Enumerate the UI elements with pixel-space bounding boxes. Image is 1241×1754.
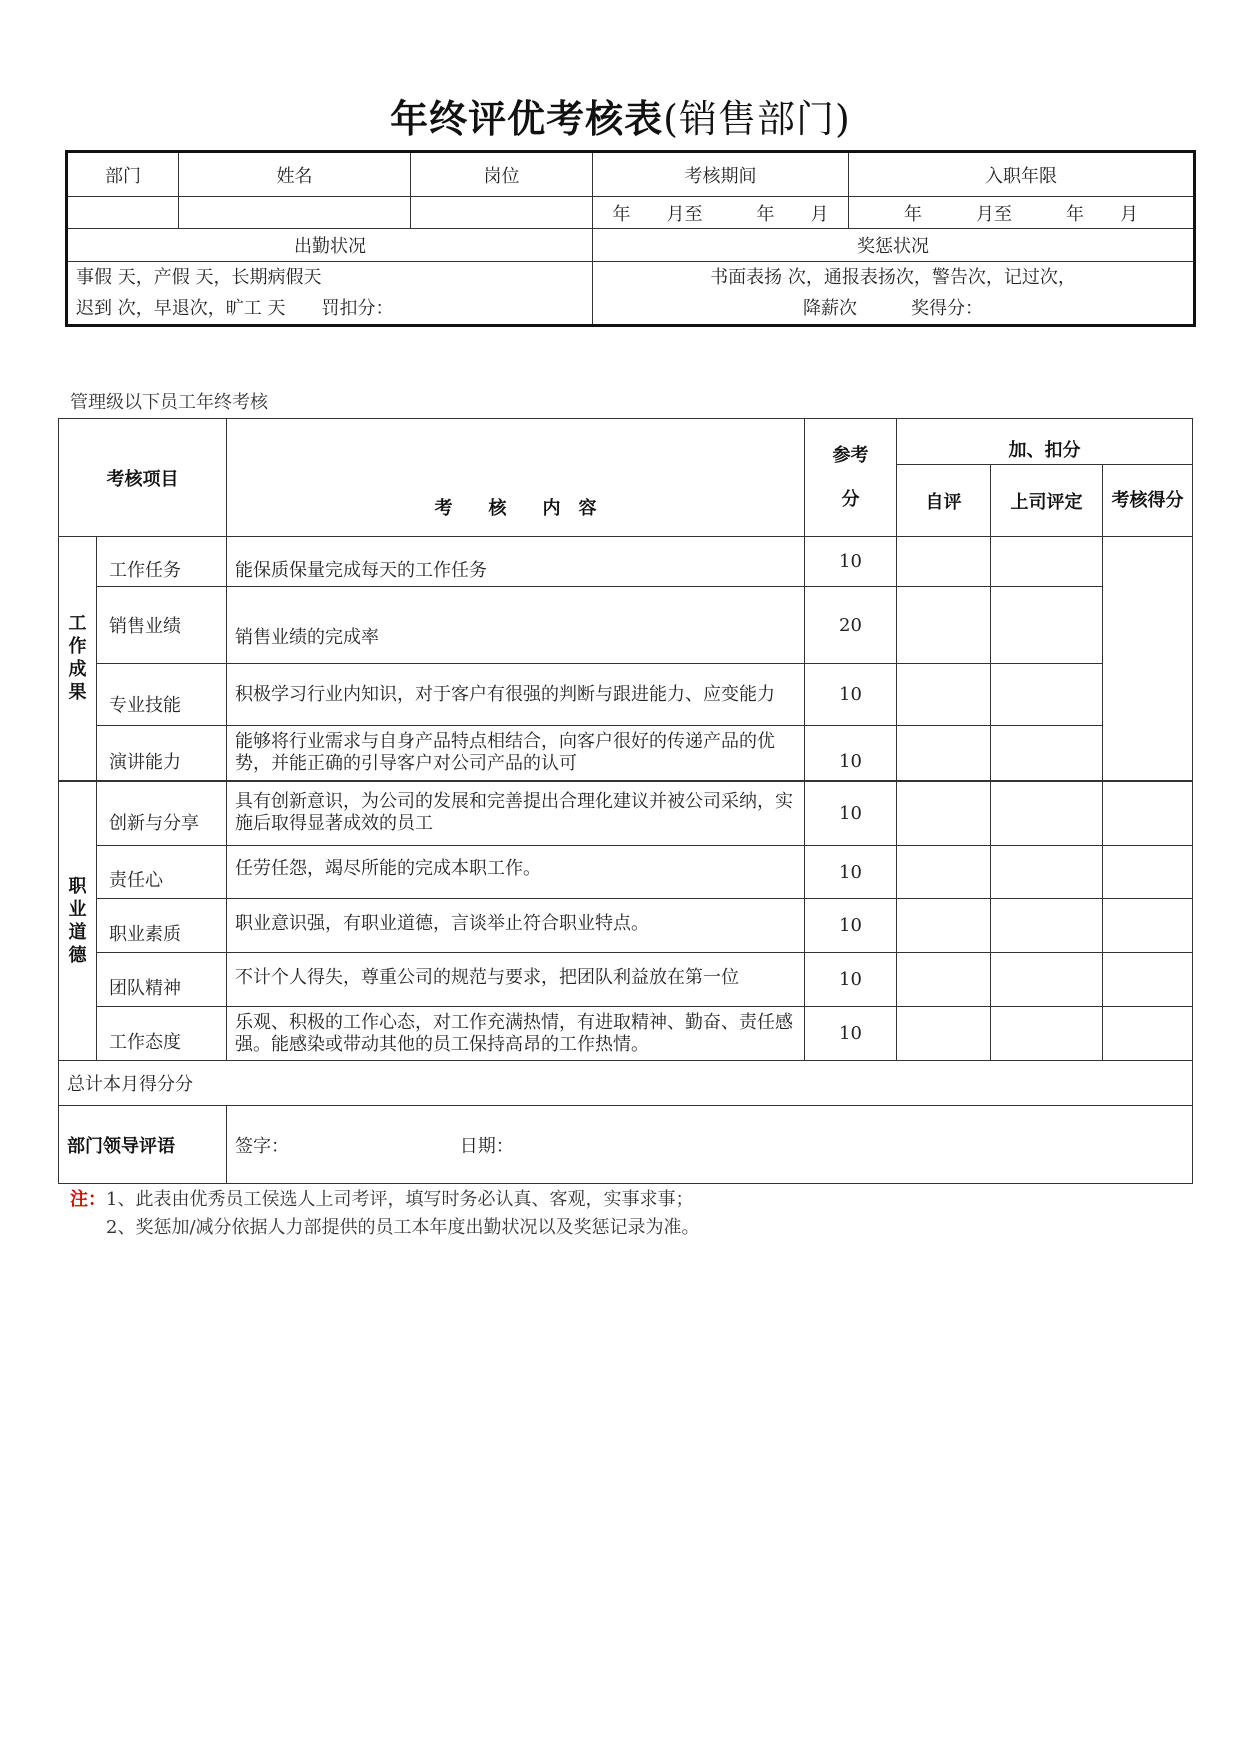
item-content: 具有创新意识，为公司的发展和完善提出合理化建议并被公司采纳，实施后取得显著成效的员工: [227, 781, 805, 846]
item-score: 20: [805, 587, 897, 664]
final-score-cell[interactable]: [1103, 899, 1193, 953]
item-name: 团队精神: [97, 953, 227, 1007]
item-content: 能保质保量完成每天的工作任务: [227, 537, 805, 587]
name-field[interactable]: [179, 197, 411, 229]
table-row: [59, 664, 1193, 726]
supervisor-score-cell[interactable]: [991, 537, 1103, 587]
rewards-line-1: 书面表扬 次，通报表扬次，警告次，记过次，: [710, 267, 1076, 288]
section-label: 管理级以下员工年终考核: [70, 392, 268, 413]
item-score: 10: [805, 537, 897, 587]
leader-comment-label: 部门领导评语: [59, 1106, 227, 1184]
employee-info-table: [65, 150, 1196, 327]
final-score-cell[interactable]: [1103, 1007, 1193, 1061]
table-row: [59, 899, 1193, 953]
item-name: 职业素质: [97, 899, 227, 953]
item-content: 积极学习行业内知识，对于客户有很强的判断与跟进能力、应变能力: [227, 664, 805, 726]
item-score: 10: [805, 953, 897, 1007]
item-name: 创新与分享: [97, 781, 227, 846]
rewards-line-2: 降薪次 奖得分：: [803, 298, 983, 319]
supervisor-score-cell[interactable]: [991, 781, 1103, 846]
tenure-field[interactable]: 年 月至 年 月: [849, 197, 1195, 229]
attendance-line-2: 迟到 次，早退次，旷工 天 罚扣分：: [76, 298, 394, 319]
self-score-cell[interactable]: [897, 587, 991, 664]
table-row: [59, 537, 1193, 587]
leader-comment-field[interactable]: [227, 1106, 1193, 1184]
self-score-cell[interactable]: [897, 846, 991, 899]
category-work-results: 工 作 成 果: [59, 537, 97, 781]
date-label: 日期：: [459, 1135, 514, 1157]
self-score-cell[interactable]: [897, 899, 991, 953]
table-row: [59, 587, 1193, 664]
header-tenure: 入职年限: [849, 152, 1195, 197]
supervisor-score-cell[interactable]: [991, 726, 1103, 781]
rewards-details[interactable]: [593, 262, 1195, 326]
item-content: 能够将行业需求与自身产品特点相结合，向客户很好的传递产品的优势，并能正确的引导客户对公司产品的认可: [227, 726, 805, 781]
table-row: [59, 781, 1193, 846]
head-content: 考 核 内 容: [227, 419, 805, 537]
final-score-cell-group-1[interactable]: [1103, 537, 1193, 781]
attendance-title: 出勤状况: [67, 229, 593, 262]
self-score-cell[interactable]: [897, 726, 991, 781]
table-row: [59, 1007, 1193, 1061]
self-score-cell[interactable]: [897, 1007, 991, 1061]
sign-label: 签字：: [235, 1135, 289, 1157]
self-score-cell[interactable]: [897, 781, 991, 846]
header-department: 部门: [67, 152, 179, 197]
header-name: 姓名: [179, 152, 411, 197]
supervisor-score-cell[interactable]: [991, 664, 1103, 726]
head-final: 考核得分: [1103, 465, 1193, 537]
footnotes: [70, 1186, 700, 1242]
item-score: 10: [805, 726, 897, 781]
period-field[interactable]: 年 月至 年 月: [593, 197, 849, 229]
self-score-cell[interactable]: [897, 953, 991, 1007]
note-line-2: 2、奖惩加/减分依据人力部提供的员工本年度出勤状况以及奖惩记录为准。: [106, 1217, 700, 1238]
final-score-cell[interactable]: [1103, 953, 1193, 1007]
item-content: 任劳任怨，竭尽所能的完成本职工作。: [227, 846, 805, 899]
rewards-title: 奖惩状况: [593, 229, 1195, 262]
self-score-cell[interactable]: [897, 537, 991, 587]
head-self: 自评: [897, 465, 991, 537]
note-prefix: 注：: [70, 1189, 106, 1210]
item-name: 责任心: [97, 846, 227, 899]
head-supervisor: 上司评定: [991, 465, 1103, 537]
final-score-cell[interactable]: [1103, 781, 1193, 846]
supervisor-score-cell[interactable]: [991, 846, 1103, 899]
document-title: [0, 88, 1241, 143]
head-ref-score: 参考 分: [805, 419, 897, 537]
item-score: 10: [805, 781, 897, 846]
item-name: 销售业绩: [97, 587, 227, 664]
final-score-cell[interactable]: [1103, 846, 1193, 899]
supervisor-score-cell[interactable]: [991, 587, 1103, 664]
item-content: 不计个人得失，尊重公司的规范与要求，把团队利益放在第一位: [227, 953, 805, 1007]
item-name: 工作任务: [97, 537, 227, 587]
note-line-1: 1、此表由优秀员工侯选人上司考评，填写时务必认真、客观，实事求事；: [106, 1189, 694, 1210]
item-score: 10: [805, 846, 897, 899]
item-name: 演讲能力: [97, 726, 227, 781]
item-content: 销售业绩的完成率: [227, 587, 805, 664]
self-score-cell[interactable]: [897, 664, 991, 726]
position-field[interactable]: [411, 197, 593, 229]
department-field[interactable]: [67, 197, 179, 229]
table-row: [59, 726, 1193, 781]
head-adjust: 加、扣分: [897, 419, 1193, 465]
item-score: 10: [805, 899, 897, 953]
title-sub: (销售部门): [663, 97, 851, 141]
evaluation-table: [58, 418, 1193, 1184]
header-position: 岗位: [411, 152, 593, 197]
supervisor-score-cell[interactable]: [991, 1007, 1103, 1061]
item-content: 乐观、积极的工作心态，对工作充满热情，有进取精神、勤奋、责任感强。能感染或带动其他的员工保持高昂的工作热情。: [227, 1007, 805, 1061]
header-period: 考核期间: [593, 152, 849, 197]
title-main: 年终评优考核表: [390, 97, 664, 141]
category-professional-ethics: 职 业 道 德: [59, 781, 97, 1061]
item-name: 专业技能: [97, 664, 227, 726]
total-score-row[interactable]: 总计本月得分分: [59, 1061, 1193, 1106]
head-item: 考核项目: [59, 419, 227, 537]
table-row: [59, 953, 1193, 1007]
item-score: 10: [805, 664, 897, 726]
attendance-details[interactable]: [67, 262, 593, 326]
table-row: [59, 846, 1193, 899]
attendance-line-1: 事假 天，产假 天，长期病假天: [76, 267, 322, 288]
supervisor-score-cell[interactable]: [991, 953, 1103, 1007]
item-score: 10: [805, 1007, 897, 1061]
item-content: 职业意识强，有职业道德，言谈举止符合职业特点。: [227, 899, 805, 953]
supervisor-score-cell[interactable]: [991, 899, 1103, 953]
item-name: 工作态度: [97, 1007, 227, 1061]
